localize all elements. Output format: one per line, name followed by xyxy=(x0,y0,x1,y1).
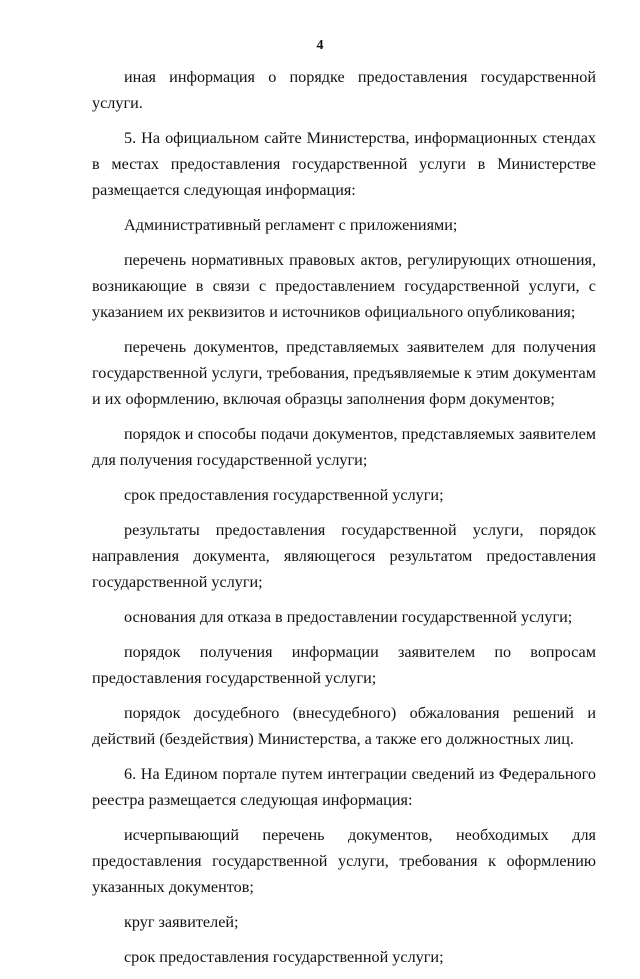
list-item: Административный регламент с приложениями; xyxy=(124,216,458,234)
list-item: порядок досудебного (внесудебного) обжалования решений и действий (бездействия) Министерства, а также его должностных лиц. xyxy=(92,704,596,748)
list-item: перечень нормативных правовых актов, регулирующих отношения, возникающие в связи с предоставлением государственной услуги, с указанием их реквизитов и источников официального опубликования; xyxy=(92,251,596,321)
list-item: исчерпывающий перечень документов, необходимых для предоставления государственной услуги, требования к оформлению указанных документов; xyxy=(92,826,596,896)
list-item: основания для отказа в предоставлении государственной услуги; xyxy=(124,608,573,626)
list-item: срок предоставления государственной услуги; xyxy=(124,486,444,504)
list-item: результаты предоставления государственной услуги, порядок направления документа, являющегося результатом предоставления государственной услуги; xyxy=(92,521,596,591)
list-item: круг заявителей; xyxy=(124,913,239,931)
list-item: порядок получения информации заявителем по вопросам предоставления государственной услуги; xyxy=(92,643,596,687)
list-item: срок предоставления государственной услуги; xyxy=(124,948,444,966)
paragraph-item-6: 6. На Едином портале путем интеграции сведений из Федерального реестра размещается следующая информация: xyxy=(92,765,596,809)
page-number: 4 xyxy=(316,38,324,53)
paragraph-continuation: иная информация о порядке предоставления государственной услуги. xyxy=(92,68,596,112)
paragraph-item-5: 5. На официальном сайте Министерства, информационных стендах в местах предоставления государственной услуги в Министерстве размещается следующая информация: xyxy=(92,129,596,199)
list-item: порядок и способы подачи документов, представляемых заявителем для получения государственной услуги; xyxy=(92,425,596,469)
list-item: перечень документов, представляемых заявителем для получения государственной услуги, требования, предъявляемые к этим документам и их оформлению, включая образцы заполнения форм документов; xyxy=(92,338,596,408)
document-body xyxy=(92,64,596,979)
